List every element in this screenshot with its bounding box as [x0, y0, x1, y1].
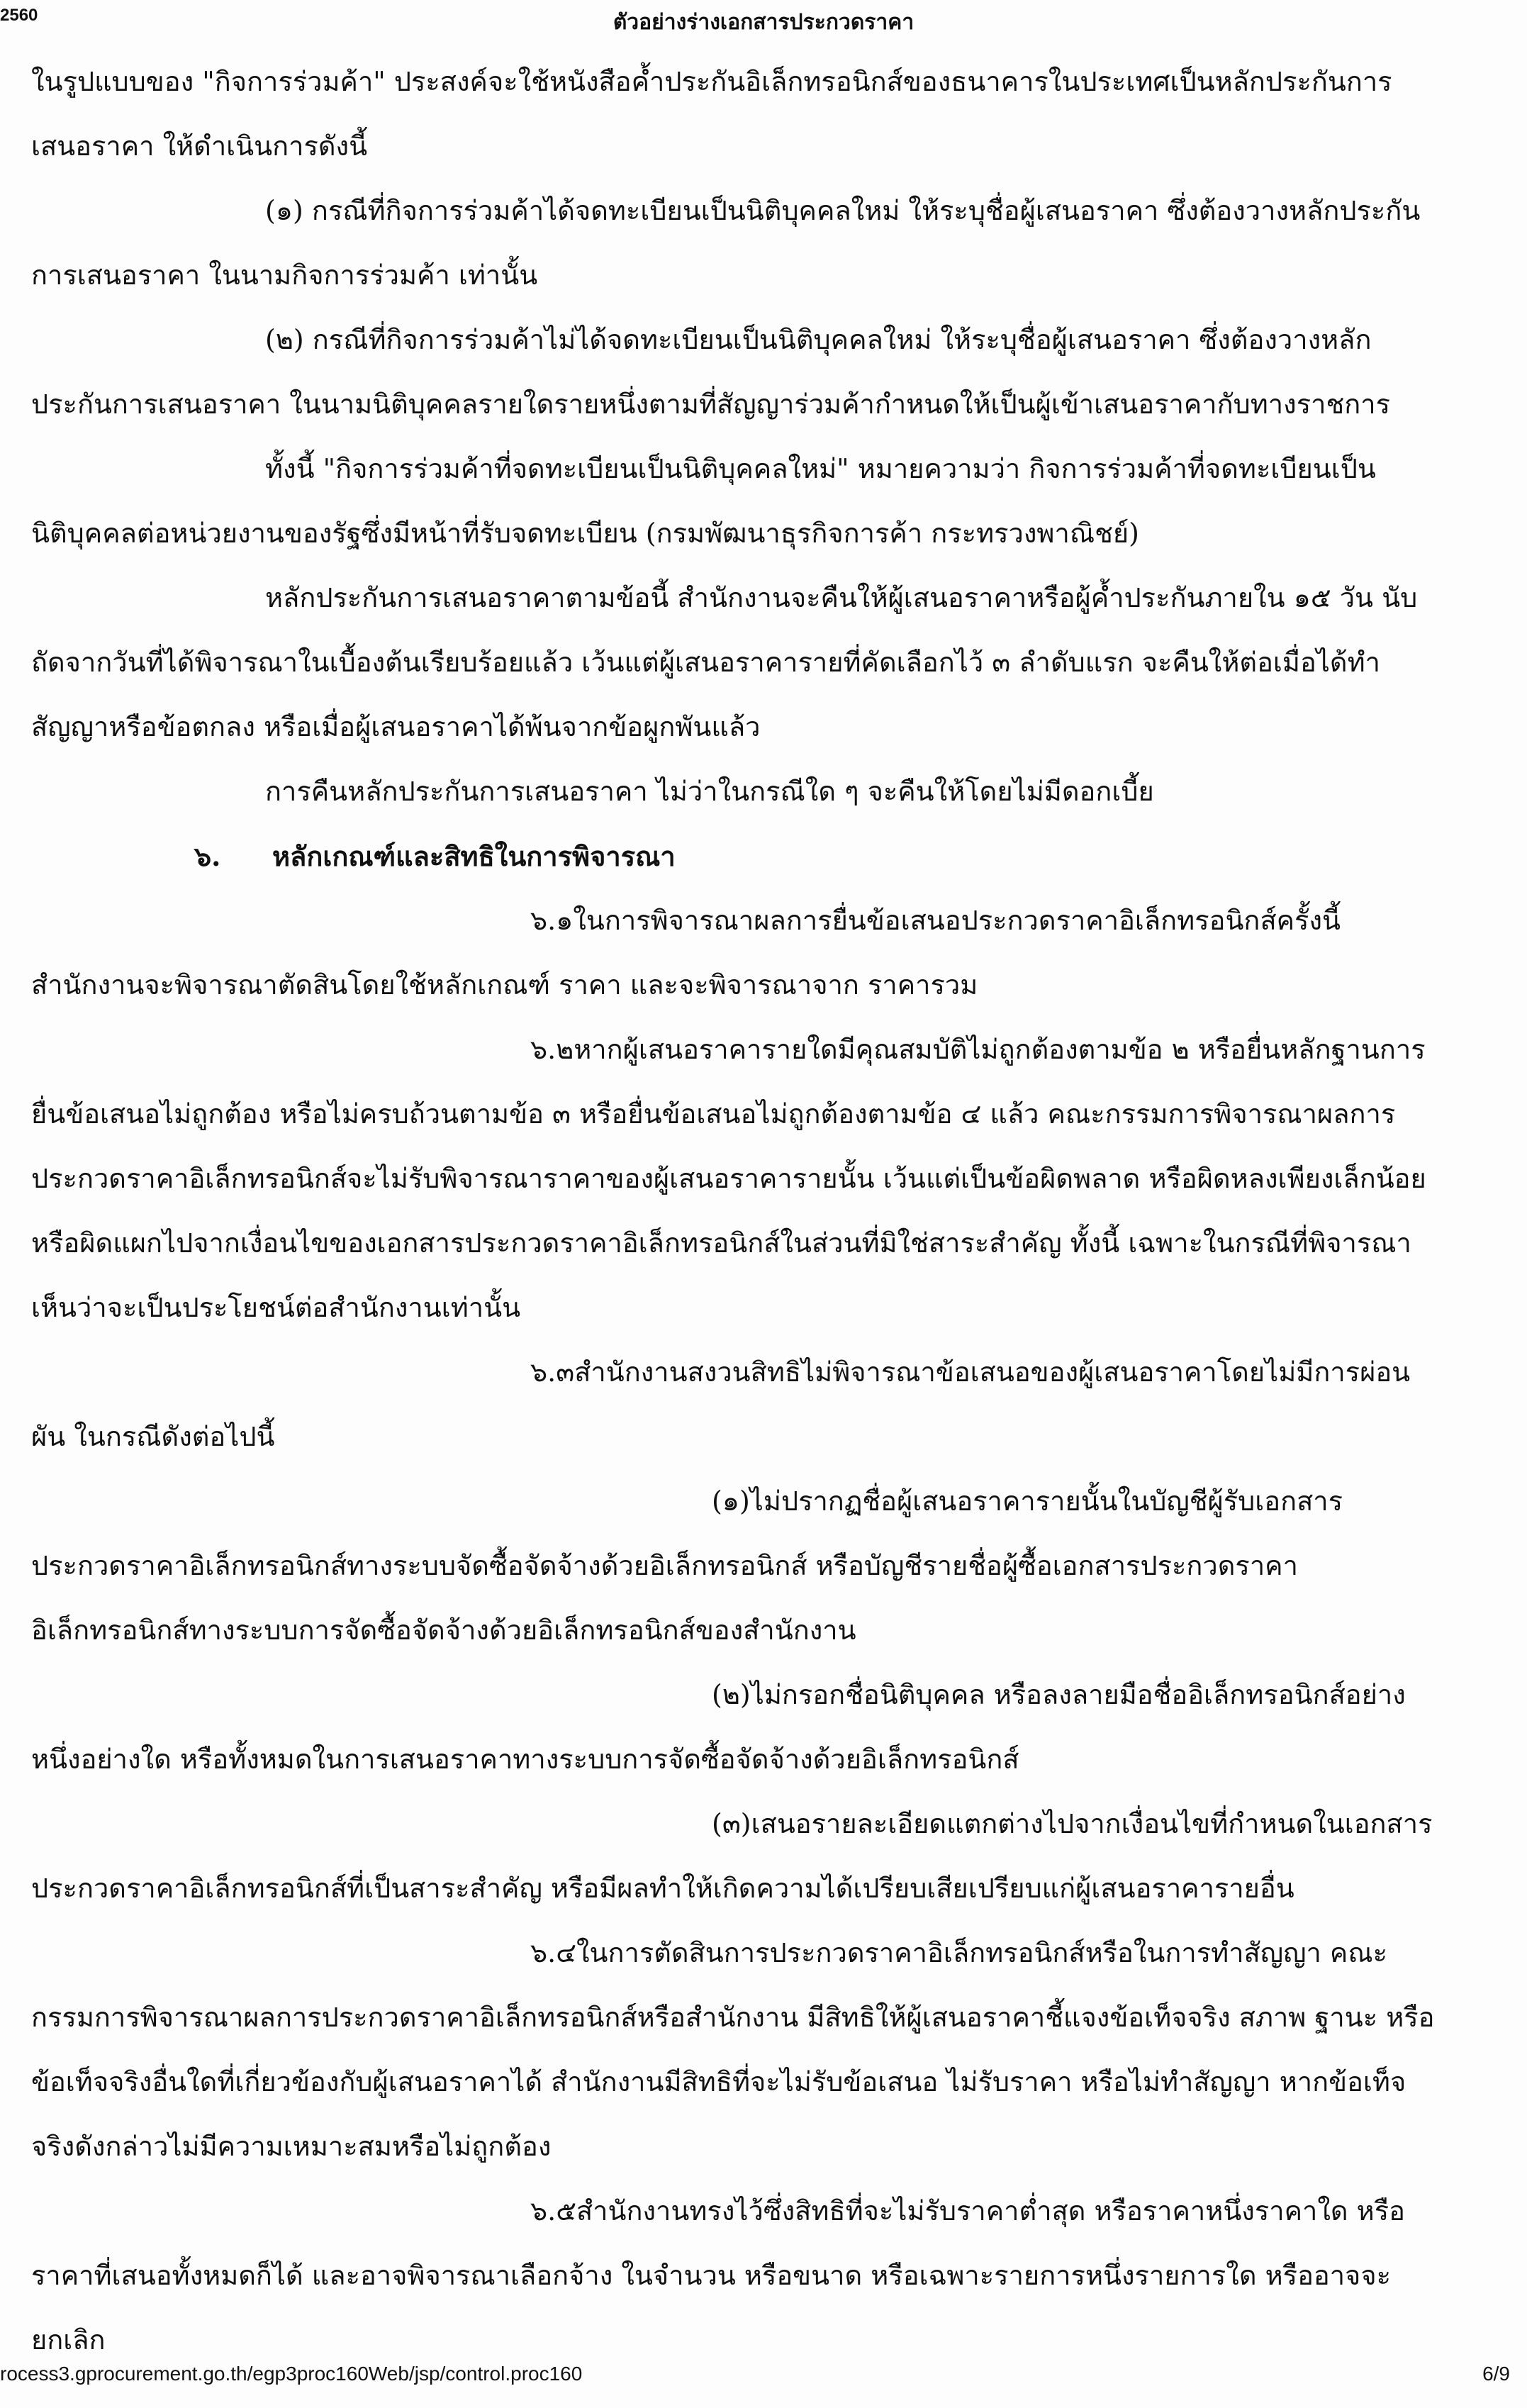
paragraph: หลักประกันการเสนอราคาตามข้อนี้ สำนักงานจะคืนให้ผู้เสนอราคาหรือผู้ค้ำประกันภายใน ๑๕ วัน นับถัดจากวันที่ได้พิจารณาในเบื้องต้นเรียบร้อยแล้ว เว้นแต่ผู้เสนอราคารายที่คัดเลือกไว้ ๓ ลำดับแรก จะคืนให้ต่อเมื่อได้ทำสัญญาหรือข้อตกลง หรือเมื่อผู้เสนอราคาได้พ้นจากข้อผูกพันแล้ว — [31, 582, 1418, 742]
sub-clause-text: ไม่ปรากฏชื่อผู้เสนอราคารายนั้นในบัญชีผู้รับเอกสารประกวดราคาอิเล็กทรอนิกส์ทางระบบจัดซื้อจัดจ้างด้วยอิเล็กทรอนิกส์ หรือบัญชีรายชื่อผู้ซื้อเอกสารประกวดราคาอิเล็กทรอนิกส์ทางระบบการจัดซื้อจัดจ้างด้วยอิเล็กทรอนิกส์ของสำนักงาน — [31, 1486, 1343, 1646]
page-header — [0, 6, 1527, 34]
header-year: 2560 — [0, 6, 38, 25]
footer-url: rocess3.gprocurement.go.th/egp3proc160Web/jsp/control.proc160 — [0, 2363, 583, 2385]
document-title: ตัวอย่างร่างเอกสารประกวดราคา — [613, 11, 914, 34]
paragraph: ทั้งนี้ "กิจการร่วมค้าที่จดทะเบียนเป็นนิติบุคคลใหม่" หมายความว่า กิจการร่วมค้าที่จดทะเบียนเป็นนิติบุคคลต่อหน่วยงานของรัฐซึ่งมีหน้าที่รับจดทะเบียน (กรมพัฒนาธุรกิจการค้า กระทรวงพาณิชย์) — [31, 453, 1376, 549]
sub-clause-text: เสนอรายละเอียดแตกต่างไปจากเงื่อนไขที่กำหนดในเอกสารประกวดราคาอิเล็กทรอนิกส์ที่เป็นสาระสำคัญ หรือมีผลทำให้เกิดความได้เปรียบเสียเปรียบแก่ผู้เสนอราคารายอื่น — [31, 1808, 1433, 1904]
sub-clause — [31, 1663, 1435, 1792]
paragraph: (๒) กรณีที่กิจการร่วมค้าไม่ได้จดทะเบียนเป็นนิติบุคคลใหม่ ให้ระบุชื่อผู้เสนอราคา ซึ่งต้องวางหลักประกันการเสนอราคา ในนามนิติบุคคลรายใดรายหนึ่งตามที่สัญญาร่วมค้ากำหนดให้เป็นผู้เข้าเสนอราคากับทางราชการ — [31, 324, 1390, 420]
clause — [31, 888, 1435, 1018]
clause-number: ๖.๓ — [530, 1356, 575, 1388]
sub-clause-text: ไม่กรอกชื่อนิติบุคคล หรือลงลายมือชื่ออิเล็กทรอนิกส์อย่างหนึ่งอย่างใด หรือทั้งหมดในการเสนอราคาทางระบบการจัดซื้อจัดจ้างด้วยอิเล็กทรอนิกส์ — [31, 1679, 1406, 1775]
sub-clause — [31, 1792, 1435, 1921]
clause-text: ในการพิจารณาผลการยื่นข้อเสนอประกวดราคาอิเล็กทรอนิกส์ครั้งนี้ สำนักงานจะพิจารณาตัดสินโดยใช้หลักเกณฑ์ ราคา และจะพิจารณาจาก ราคารวม — [31, 905, 1341, 1000]
sub-clause — [31, 1469, 1435, 1663]
sub-clause-number: (๑) — [712, 1486, 750, 1517]
paragraph: (๑) กรณีที่กิจการร่วมค้าได้จดทะเบียนเป็นนิติบุคคลใหม่ ให้ระบุชื่อผู้เสนอราคา ซึ่งต้องวางหลักประกันการเสนอราคา ในนามกิจการร่วมค้า เท่านั้น — [31, 195, 1421, 291]
clause-text: หากผู้เสนอราคารายใดมีคุณสมบัติไม่ถูกต้องตามข้อ ๒ หรือยื่นหลักฐานการยื่นข้อเสนอไม่ถูกต้อง หรือไม่ครบถ้วนตามข้อ ๓ หรือยื่นข้อเสนอไม่ถูกต้องตามข้อ ๔ แล้ว คณะกรรมการพิจารณาผลการประกวดราคาอิเล็กทรอนิกส์จะไม่รับพิจารณาราคาของผู้เสนอราคารายนั้น เว้นแต่เป็นข้อผิดพลาด หรือผิดหลงเพียงเล็กน้อย หรือผิดแผกไปจากเงื่อนไขของเอกสารประกวดราคาอิเล็กทรอนิกส์ในส่วนที่มิใช่สาระสำคัญ ทั้งนี้ เฉพาะในกรณีที่พิจารณาเห็นว่าจะเป็นประโยชน์ต่อสำนักงานเท่านั้น — [31, 1034, 1426, 1323]
clause — [31, 2179, 1435, 2373]
clause-number: ๖.๔ — [530, 1937, 576, 1968]
document-body — [31, 50, 1435, 2373]
clause — [31, 1921, 1435, 2179]
clause — [31, 1340, 1435, 1469]
clause-text: สำนักงานสงวนสิทธิไม่พิจารณาข้อเสนอของผู้เสนอราคาโดยไม่มีการผ่อนผัน ในกรณีดังต่อไปนี้ — [31, 1356, 1411, 1452]
page-number: 6/9 — [1482, 2363, 1510, 2385]
clause-number: ๖.๑ — [530, 905, 574, 936]
clause-number: ๖.๕ — [530, 2195, 576, 2226]
sub-clause-number: (๒) — [712, 1679, 751, 1710]
section-title: หลักเกณฑ์และสิทธิในการพิจารณา — [272, 840, 676, 872]
paragraph: การคืนหลักประกันการเสนอราคา ไม่ว่าในกรณีใด ๆ จะคืนให้โดยไม่มีดอกเบี้ย — [265, 776, 1154, 807]
clause — [31, 1018, 1435, 1340]
clause-text: ในการตัดสินการประกวดราคาอิเล็กทรอนิกส์หรือในการทำสัญญา คณะกรรมการพิจารณาผลการประกวดราคาอิเล็กทรอนิกส์หรือสำนักงาน มีสิทธิให้ผู้เสนอราคาชี้แจงข้อเท็จจริง สภาพ ฐานะ หรือข้อเท็จจริงอื่นใดที่เกี่ยวข้องกับผู้เสนอราคาได้ สำนักงานมีสิทธิที่จะไม่รับข้อเสนอ ไม่รับราคา หรือไม่ทำสัญญา หากข้อเท็จจริงดังกล่าวไม่มีความเหมาะสมหรือไม่ถูกต้อง — [31, 1937, 1435, 2162]
section-heading — [31, 824, 1435, 888]
sub-clause-number: (๓) — [712, 1808, 751, 1839]
clause-text: สำนักงานทรงไว้ซึ่งสิทธิที่จะไม่รับราคาต่ำสุด หรือราคาหนึ่งราคาใด หรือราคาที่เสนอทั้งหมดก็ได้ และอาจพิจารณาเลือกจ้าง ในจำนวน หรือขนาด หรือเฉพาะรายการหนึ่งรายการใด หรืออาจจะยกเลิก — [31, 2195, 1405, 2356]
page-footer — [0, 2363, 1527, 2394]
paragraph: ในรูปแบบของ "กิจการร่วมค้า" ประสงค์จะใช้หนังสือค้ำประกันอิเล็กทรอนิกส์ของธนาคารในประเทศเป็นหลักประกันการเสนอราคา ให้ดำเนินการดังนี้ — [31, 66, 1392, 162]
clause-number: ๖.๒ — [530, 1034, 574, 1065]
section-number: ๖. — [194, 840, 221, 872]
